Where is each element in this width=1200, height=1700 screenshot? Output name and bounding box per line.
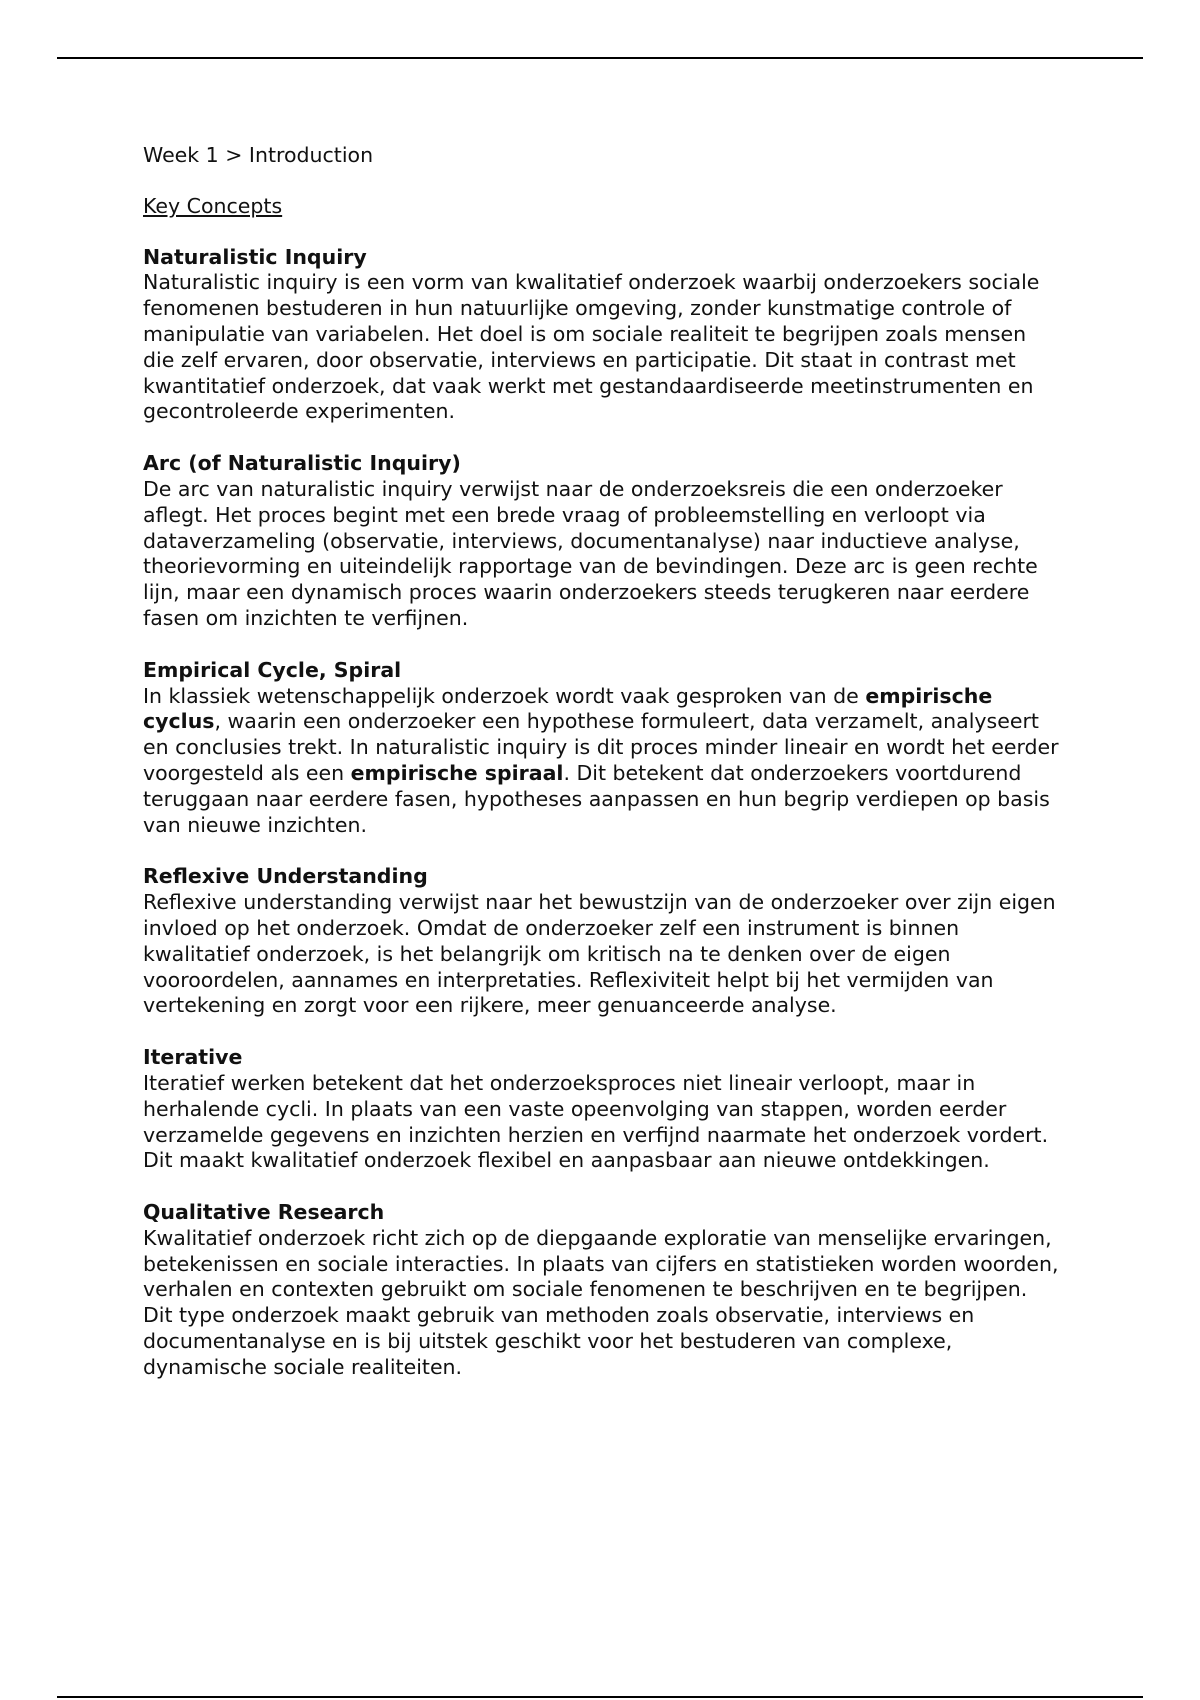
concept-body [143, 1226, 1063, 1381]
concept-title: Iterative [143, 1045, 243, 1070]
concept-body [143, 1071, 1063, 1174]
concept-body [143, 477, 1063, 632]
concept-list [143, 245, 1063, 1381]
breadcrumb: Week 1 > Introduction [143, 143, 374, 167]
body-text: . Dit betekent dat onderzoekers voortdurend teruggaan naar eerdere fasen, hypotheses aanpassen en hun begrip verdiepen op basis van nieuwe inzichten. [143, 760, 1050, 837]
concept-iterative [143, 1045, 1063, 1174]
body-text: In klassiek wetenschappelijk onderzoek wordt vaak gesproken van de [143, 683, 866, 708]
concept-body [143, 270, 1063, 425]
concept-body [143, 684, 1063, 839]
document-page [143, 143, 1063, 1407]
body-text: Iteratief werken betekent dat het onderzoeksproces niet lineair verloopt, maar in herhalende cycli. In plaats van een vaste opeenvolging van stappen, worden eerder verzamelde gegevens en inzichten herzien en verfijnd naarmate het onderzoek vordert. Dit maakt kwalitatief onderzoek flexibel en aanpasbaar aan nieuwe ontdekkingen. [143, 1070, 1049, 1173]
body-text: Reflexive understanding verwijst naar het bewustzijn van de onderzoeker over zijn eigen invloed op het onderzoek. Omdat de onderzoeker zelf een instrument is binnen kwalitatief onderzoek, is het belangrijk om kritisch na te denken over de eigen vooroordelen, aannames en interpretaties. Reflexiviteit helpt bij het vermijden van vertekening en zorgt voor een rijkere, meer genuanceerde analyse. [143, 890, 1056, 1018]
concept-title: Arc (of Naturalistic Inquiry) [143, 451, 461, 476]
bold-term: empirische spiraal [350, 760, 564, 785]
concept-empirical-cycle [143, 658, 1063, 839]
body-text: Kwalitatief onderzoek richt zich op de diepgaande exploratie van menselijke ervaringen, betekenissen en sociale interacties. In plaats van cijfers en statistieken worden woorden, verhalen en contexten gebruikt om sociale fenomenen te beschrijven en te begrijpen. Dit type onderzoek maakt gebruik van methoden zoals observatie, interviews en documentanalyse en is bij uitstek geschikt voor het bestuderen van complexe, dynamische sociale realiteiten. [143, 1225, 1059, 1379]
concept-body [143, 890, 1063, 1019]
concept-arc [143, 451, 1063, 632]
concept-naturalistic-inquiry [143, 245, 1063, 426]
concept-qualitative-research [143, 1200, 1063, 1381]
body-text: Naturalistic inquiry is een vorm van kwalitatief onderzoek waarbij onderzoekers sociale fenomenen bestuderen in hun natuurlijke omgeving, zonder kunstmatige controle of manipulatie van variabelen. Het doel is om sociale realiteit te begrijpen zoals mensen die zelf ervaren, door observatie, interviews en participatie. Dit staat in contrast met kwantitatief onderzoek, dat vaak werkt met gestandaardiseerde meetinstrumenten en gecontroleerde experimenten. [143, 270, 1040, 424]
concept-title: Naturalistic Inquiry [143, 244, 367, 269]
bottom-divider [57, 1696, 1143, 1698]
body-text: De arc van naturalistic inquiry verwijst naar de onderzoeksreis die een onderzoeker aflegt. Het proces begint met een brede vraag of probleemstelling en verloopt via dataverzameling (observatie, interviews, documentanalyse) naar inductieve analyse, theorievorming en uiteindelijk rapportage van de bevindingen. Deze arc is geen rechte lijn, maar een dynamisch proces waarin onderzoekers steeds terugkeren naar eerdere fasen om inzichten te verfijnen. [143, 476, 1038, 630]
concept-title: Reflexive Understanding [143, 864, 428, 889]
top-divider [57, 57, 1143, 59]
concept-title: Qualitative Research [143, 1200, 385, 1225]
body-text: , waarin een onderzoeker een hypothese formuleert, data verzamelt, analyseert en conclusies trekt. In naturalistic inquiry is dit proces minder lineair en wordt het eerder voorgesteld als een [143, 709, 1059, 785]
concept-reflexive-understanding [143, 864, 1063, 1019]
bold-term: empirische cyclus [143, 683, 993, 734]
concept-title: Empirical Cycle, Spiral [143, 657, 402, 682]
section-heading: Key Concepts [143, 193, 283, 218]
